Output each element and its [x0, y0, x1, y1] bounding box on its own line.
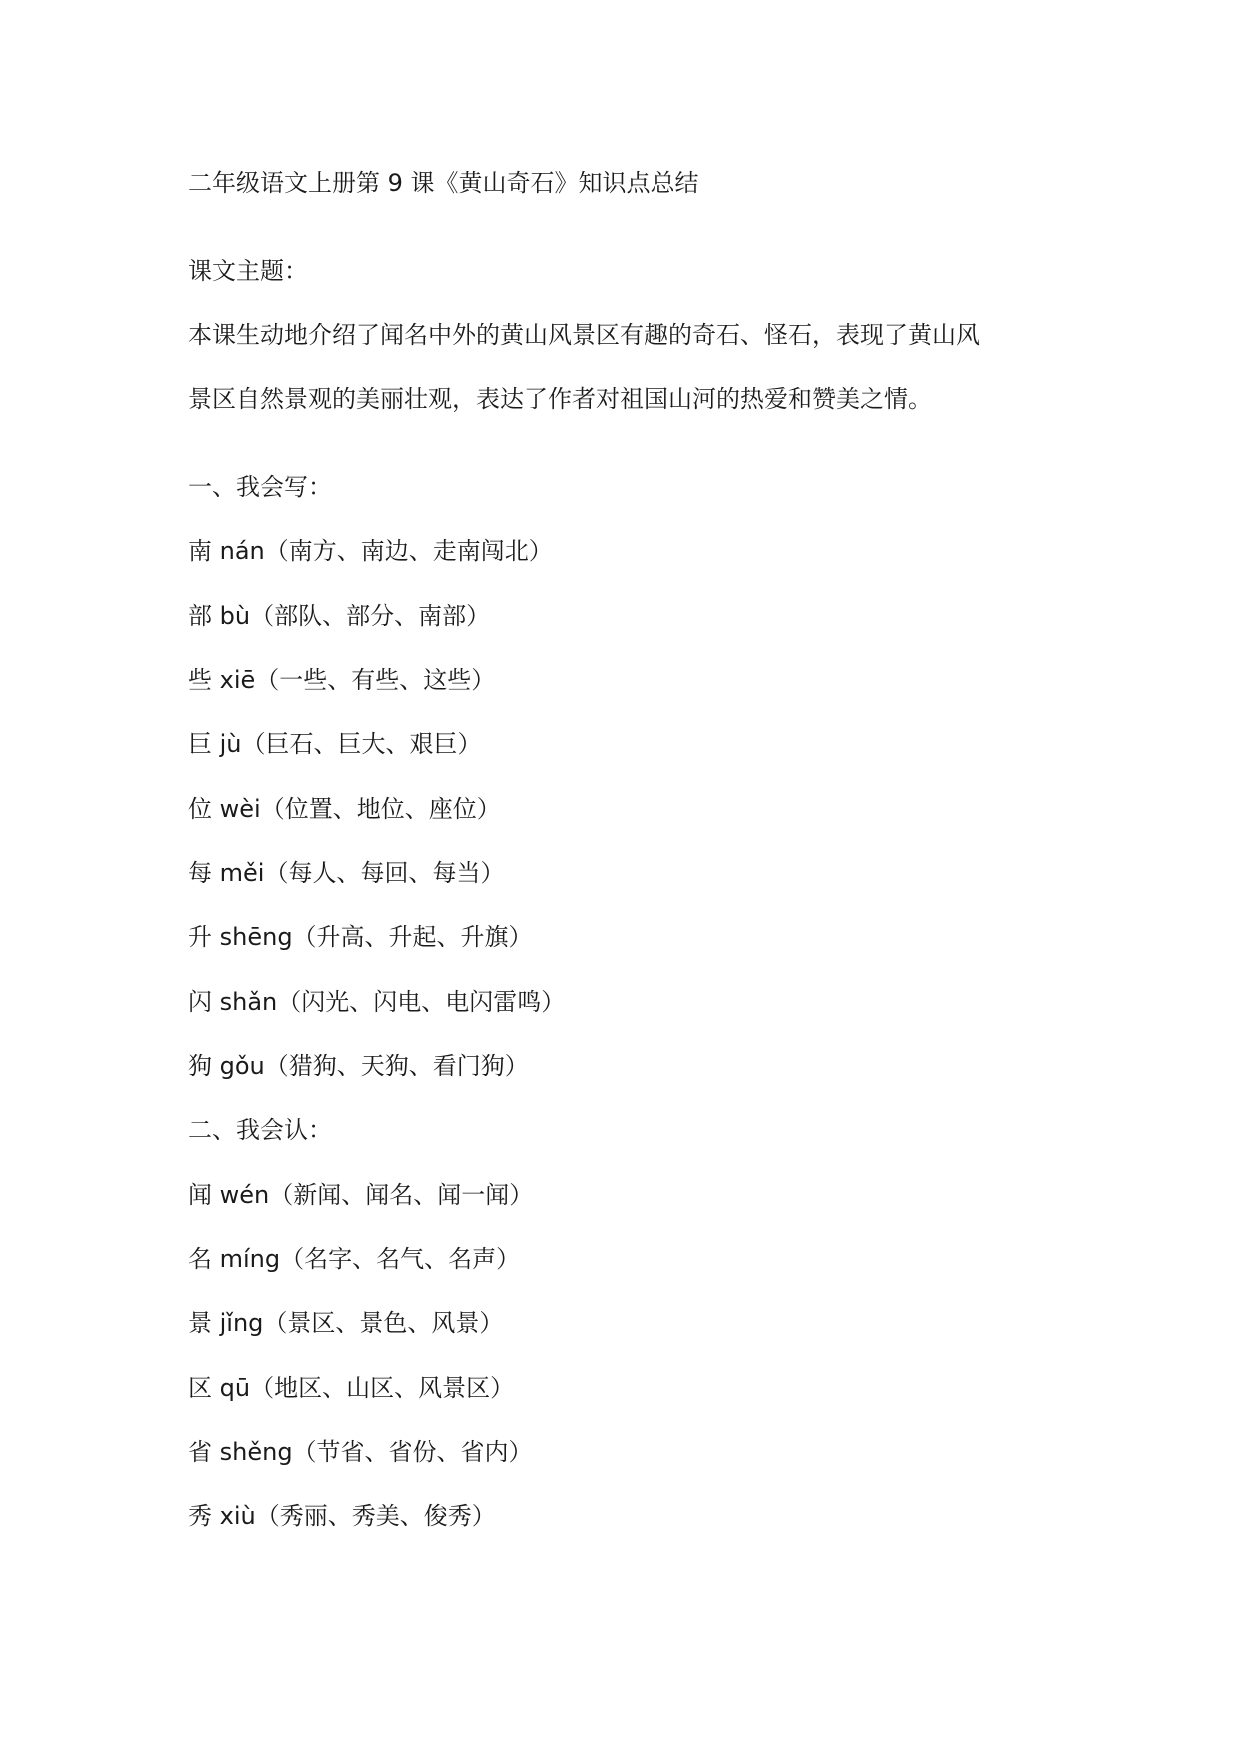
read-item: 名 míng（名字、名气、名声） — [188, 1245, 521, 1273]
write-item: 部 bù（部队、部分、南部） — [188, 602, 491, 630]
write-item: 升 shēng（升高、升起、升旗） — [188, 923, 533, 951]
read-item: 省 shěng（节省、省份、省内） — [188, 1438, 533, 1466]
read-item: 闻 wén（新闻、闻名、闻一闻） — [188, 1181, 534, 1209]
write-item: 巨 jù（巨石、巨大、艰巨） — [188, 730, 482, 758]
theme-paragraph-line-1: 本课生动地介绍了闻名中外的黄山风景区有趣的奇石、怪石，表现了黄山风 — [188, 321, 980, 349]
read-item: 区 qū（地区、山区、风景区） — [188, 1374, 515, 1402]
theme-paragraph-line-2: 景区自然景观的美丽壮观，表达了作者对祖国山河的热爱和赞美之情。 — [188, 385, 932, 413]
document-title: 二年级语文上册第 9 课《黄山奇石》知识点总结 — [188, 169, 699, 197]
section-write-heading: 一、我会写： — [188, 473, 332, 501]
write-item: 位 wèi（位置、地位、座位） — [188, 795, 501, 823]
write-item: 南 nán（南方、南边、走南闯北） — [188, 537, 553, 565]
write-item: 狗 gǒu（猎狗、天狗、看门狗） — [188, 1052, 529, 1080]
read-item: 景 jǐng（景区、景色、风景） — [188, 1309, 504, 1337]
write-item: 些 xiē（一些、有些、这些） — [188, 666, 496, 694]
write-item: 每 měi（每人、每回、每当） — [188, 859, 505, 887]
theme-heading: 课文主题： — [188, 257, 308, 285]
read-item: 秀 xiù（秀丽、秀美、俊秀） — [188, 1502, 496, 1530]
write-item: 闪 shǎn（闪光、闪电、电闪雷鸣） — [188, 988, 566, 1016]
section-read-heading: 二、我会认： — [188, 1116, 332, 1144]
